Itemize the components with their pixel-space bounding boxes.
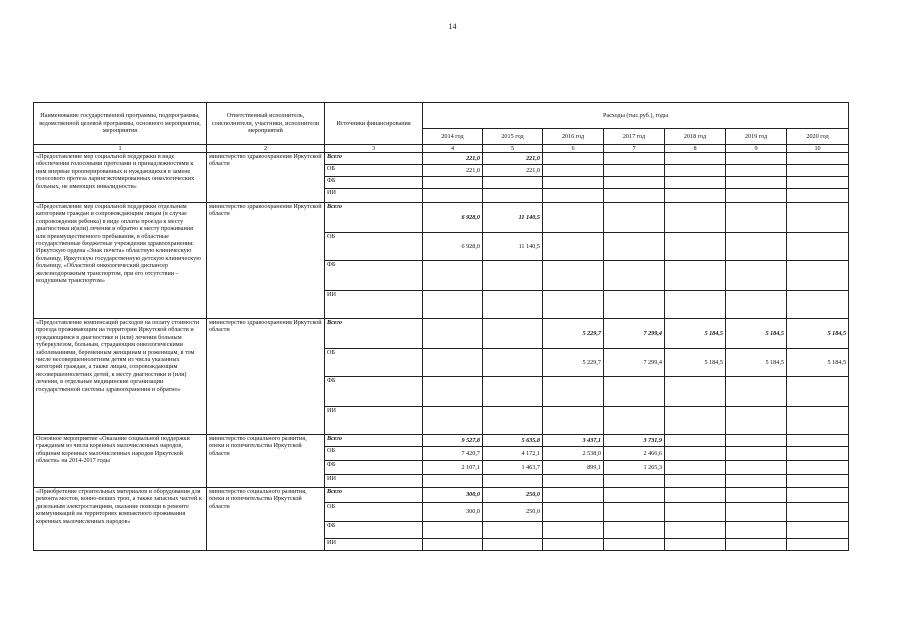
value-cell <box>423 349 483 377</box>
source-cell: ИИ <box>325 539 423 551</box>
column-number: 6 <box>543 145 604 153</box>
value-cell <box>787 503 849 522</box>
table-row <box>34 153 849 165</box>
value-cell: 5 184,5 <box>665 319 726 349</box>
value-cell <box>543 177 604 189</box>
source-cell: Всего <box>325 153 423 165</box>
source-cell: ФБ <box>325 261 423 291</box>
value-cell <box>604 407 665 435</box>
value-cell <box>665 233 726 261</box>
column-number: 7 <box>604 145 665 153</box>
value-cell <box>787 291 849 319</box>
value-cell <box>423 522 483 539</box>
header-expenses: Расходы (тыс.руб.), годы <box>423 103 849 129</box>
value-cell: 250,0 <box>483 503 543 522</box>
column-number: 1 <box>34 145 207 153</box>
value-cell <box>543 291 604 319</box>
column-number: 10 <box>787 145 849 153</box>
value-cell <box>543 539 604 551</box>
value-cell: 11 140,5 <box>483 203 543 233</box>
program-name-cell: Основное мероприятие «Оказание социальной поддержки гражданам из числа коренных малочисленных народов, общинам коренных малочисленных народов Иркутской области» на 2014-2017 годы <box>34 435 207 488</box>
value-cell <box>543 407 604 435</box>
value-cell <box>604 177 665 189</box>
value-cell <box>423 377 483 407</box>
value-cell <box>726 539 787 551</box>
value-cell <box>726 153 787 165</box>
value-cell <box>665 522 726 539</box>
value-cell <box>726 203 787 233</box>
value-cell: 4 172,1 <box>483 447 543 461</box>
header-year: 2015 год <box>483 129 543 145</box>
column-number: 9 <box>726 145 787 153</box>
value-cell <box>483 377 543 407</box>
value-cell <box>665 165 726 177</box>
value-cell: 11 140,5 <box>483 233 543 261</box>
value-cell <box>726 475 787 488</box>
value-cell <box>665 435 726 447</box>
source-cell: Всего <box>325 203 423 233</box>
value-cell <box>483 539 543 551</box>
value-cell <box>423 539 483 551</box>
value-cell <box>483 177 543 189</box>
value-cell <box>726 488 787 503</box>
value-cell <box>665 291 726 319</box>
responsible-cell: министерство социального развития, опеки и попечительства Иркутской области <box>207 435 325 488</box>
value-cell <box>543 165 604 177</box>
value-cell <box>665 475 726 488</box>
value-cell: 5 184,5 <box>726 319 787 349</box>
header-year: 2019 год <box>726 129 787 145</box>
value-cell: 250,0 <box>483 488 543 503</box>
value-cell <box>787 233 849 261</box>
value-cell <box>483 261 543 291</box>
source-cell: ИИ <box>325 291 423 319</box>
value-cell <box>787 153 849 165</box>
value-cell <box>604 165 665 177</box>
value-cell <box>726 407 787 435</box>
value-cell: 221,0 <box>483 165 543 177</box>
value-cell <box>543 488 604 503</box>
value-cell <box>543 189 604 203</box>
program-name-cell: «Предоставление мер социальной поддержки в виде обеспечения голосовыми протезами и принадлежностями к ним впервые прооперированных и нуждающихся в замене голосового протеза ларингэктомированных онкологических больных, не имеющих инвалидности» <box>34 153 207 203</box>
value-cell <box>604 291 665 319</box>
table-row <box>34 488 849 503</box>
value-cell <box>604 488 665 503</box>
value-cell <box>543 377 604 407</box>
header-year: 2020 год <box>787 129 849 145</box>
value-cell: 6 928,0 <box>423 233 483 261</box>
column-number: 4 <box>423 145 483 153</box>
value-cell: 7 299,4 <box>604 349 665 377</box>
value-cell <box>665 488 726 503</box>
program-name-cell: «Предоставление компенсаций расходов на оплату стоимости проезда проживающим на территории Иркутской области и нуждающимся в диагностике и (или) лечении больным туберкулезом, больным, страдающим онкологическими заболеваниями, беременным женщинам и роженицам, в том числе несовершеннолетним детям из числа указанных категорий граждан, а также лицам, сопровождающим несовершеннолетних детей, к месту диагностики и (или) лечения, в отдельные медицинские организации государственной системы здравоохранения и обратно» <box>34 319 207 435</box>
value-cell <box>665 177 726 189</box>
source-cell: ФБ <box>325 461 423 475</box>
value-cell <box>423 189 483 203</box>
value-cell <box>665 461 726 475</box>
table-row <box>34 435 849 447</box>
value-cell: 2 538,0 <box>543 447 604 461</box>
value-cell <box>483 522 543 539</box>
value-cell <box>483 475 543 488</box>
value-cell <box>665 503 726 522</box>
value-cell <box>787 407 849 435</box>
value-cell: 3 437,1 <box>543 435 604 447</box>
value-cell <box>726 165 787 177</box>
value-cell: 221,0 <box>483 153 543 165</box>
value-cell <box>787 261 849 291</box>
value-cell <box>726 377 787 407</box>
header-source: Источники финансирования <box>325 103 423 145</box>
value-cell: 1 265,3 <box>604 461 665 475</box>
value-cell <box>787 189 849 203</box>
value-cell <box>483 319 543 349</box>
column-number: 3 <box>325 145 423 153</box>
source-cell: ОБ <box>325 503 423 522</box>
source-cell: Всего <box>325 435 423 447</box>
value-cell <box>604 153 665 165</box>
source-cell: ФБ <box>325 377 423 407</box>
value-cell <box>604 233 665 261</box>
source-cell: ОБ <box>325 233 423 261</box>
value-cell: 5 184,5 <box>787 319 849 349</box>
value-cell: 300,0 <box>423 503 483 522</box>
value-cell <box>665 203 726 233</box>
value-cell <box>604 475 665 488</box>
value-cell <box>726 522 787 539</box>
value-cell <box>543 203 604 233</box>
source-cell: ОБ <box>325 165 423 177</box>
responsible-cell: министерство здравоохранения Иркутской области <box>207 153 325 203</box>
table-body <box>34 153 849 551</box>
value-cell: 1 463,7 <box>483 461 543 475</box>
value-cell: 2 107,1 <box>423 461 483 475</box>
source-cell: ИИ <box>325 189 423 203</box>
value-cell <box>665 261 726 291</box>
column-numbers-row <box>34 145 849 153</box>
value-cell <box>423 177 483 189</box>
value-cell <box>483 291 543 319</box>
value-cell <box>665 539 726 551</box>
value-cell: 7 299,4 <box>604 319 665 349</box>
value-cell <box>604 522 665 539</box>
value-cell <box>787 488 849 503</box>
value-cell <box>787 435 849 447</box>
value-cell <box>604 261 665 291</box>
value-cell <box>423 407 483 435</box>
value-cell <box>787 377 849 407</box>
value-cell: 300,0 <box>423 488 483 503</box>
value-cell <box>543 233 604 261</box>
source-cell: ФБ <box>325 522 423 539</box>
value-cell <box>423 261 483 291</box>
value-cell <box>483 407 543 435</box>
value-cell: 3 731,9 <box>604 435 665 447</box>
value-cell: 5 635,8 <box>483 435 543 447</box>
value-cell <box>604 539 665 551</box>
value-cell <box>665 189 726 203</box>
value-cell <box>665 377 726 407</box>
value-cell: 899,1 <box>543 461 604 475</box>
value-cell: 5 229,7 <box>543 319 604 349</box>
value-cell <box>726 503 787 522</box>
value-cell: 6 928,0 <box>423 203 483 233</box>
value-cell: 221,0 <box>423 153 483 165</box>
source-cell: ФБ <box>325 177 423 189</box>
value-cell <box>543 261 604 291</box>
header-year: 2014 год <box>423 129 483 145</box>
value-cell <box>604 189 665 203</box>
page-number: 14 <box>448 22 457 31</box>
value-cell: 5 184,5 <box>787 349 849 377</box>
value-cell: 5 184,5 <box>726 349 787 377</box>
responsible-cell: министерство здравоохранения Иркутской области <box>207 203 325 319</box>
source-cell: ОБ <box>325 349 423 377</box>
source-cell: Всего <box>325 488 423 503</box>
value-cell <box>483 189 543 203</box>
value-cell: 5 229,7 <box>543 349 604 377</box>
source-cell: ИИ <box>325 475 423 488</box>
value-cell <box>787 203 849 233</box>
header-program: Наименование государственной программы, подпрограммы, ведомственной целевой программы, основного мероприятия, мероприятия <box>34 103 207 145</box>
value-cell <box>604 503 665 522</box>
value-cell <box>726 233 787 261</box>
value-cell <box>665 447 726 461</box>
value-cell <box>787 447 849 461</box>
value-cell <box>665 153 726 165</box>
value-cell <box>787 522 849 539</box>
value-cell: 5 184,5 <box>665 349 726 377</box>
value-cell <box>423 291 483 319</box>
value-cell <box>483 349 543 377</box>
column-number: 8 <box>665 145 726 153</box>
header-responsible: Ответственный исполнитель, соисполнители, участники, исполнители мероприятий <box>207 103 325 145</box>
responsible-cell: министерство здравоохранения Иркутской области <box>207 319 325 435</box>
table-row <box>34 319 849 349</box>
value-cell <box>726 261 787 291</box>
value-cell: 221,0 <box>423 165 483 177</box>
responsible-cell: министерство социального развития, опеки и попечительства Иркутской области <box>207 488 325 551</box>
value-cell <box>543 503 604 522</box>
value-cell <box>726 177 787 189</box>
value-cell <box>423 319 483 349</box>
expenses-table <box>33 102 849 551</box>
value-cell <box>726 435 787 447</box>
value-cell <box>423 475 483 488</box>
source-cell: Всего <box>325 319 423 349</box>
value-cell <box>726 189 787 203</box>
value-cell: 9 527,8 <box>423 435 483 447</box>
value-cell <box>787 177 849 189</box>
value-cell <box>787 165 849 177</box>
value-cell: 2 466,6 <box>604 447 665 461</box>
value-cell <box>726 291 787 319</box>
value-cell <box>787 475 849 488</box>
table-row <box>34 203 849 233</box>
column-number: 2 <box>207 145 325 153</box>
value-cell <box>787 539 849 551</box>
value-cell <box>604 377 665 407</box>
value-cell <box>543 522 604 539</box>
column-number: 5 <box>483 145 543 153</box>
program-name-cell: «Предоставление мер социальной поддержки отдельным категориям граждан и сопровождающим лицам (в случае сопровождения ребенка) в виде оплаты проезда к месту диагностики и(или) лечения и обратно к месту проживания или преимущественного пребывания, в областные государственные бюджетные учреждения здравоохранения: Иркутскую ордена «Знак почета» областную клиническую больницу, Иркутскую государственную детскую клиническую больницу, «Областной онкологический диспансер железнодорожным транспортом, при его отсутствии – воздушным транспортом» <box>34 203 207 319</box>
value-cell <box>726 447 787 461</box>
program-name-cell: «Приобретение строительных материалов и оборудования для ремонта мостов, конно-пеших троп, а также запасных частей к дизельным электростанциям, оказание помощи в ремонте коммуникаций на территориях компактного проживания коренных малочисленных народов» <box>34 488 207 551</box>
value-cell <box>787 461 849 475</box>
value-cell <box>726 461 787 475</box>
source-cell: ИИ <box>325 407 423 435</box>
value-cell <box>665 407 726 435</box>
value-cell <box>604 203 665 233</box>
value-cell: 7 420,7 <box>423 447 483 461</box>
header-year: 2018 год <box>665 129 726 145</box>
header-year: 2016 год <box>543 129 604 145</box>
source-cell: ОБ <box>325 447 423 461</box>
header-year: 2017 год <box>604 129 665 145</box>
value-cell <box>543 153 604 165</box>
value-cell <box>543 475 604 488</box>
